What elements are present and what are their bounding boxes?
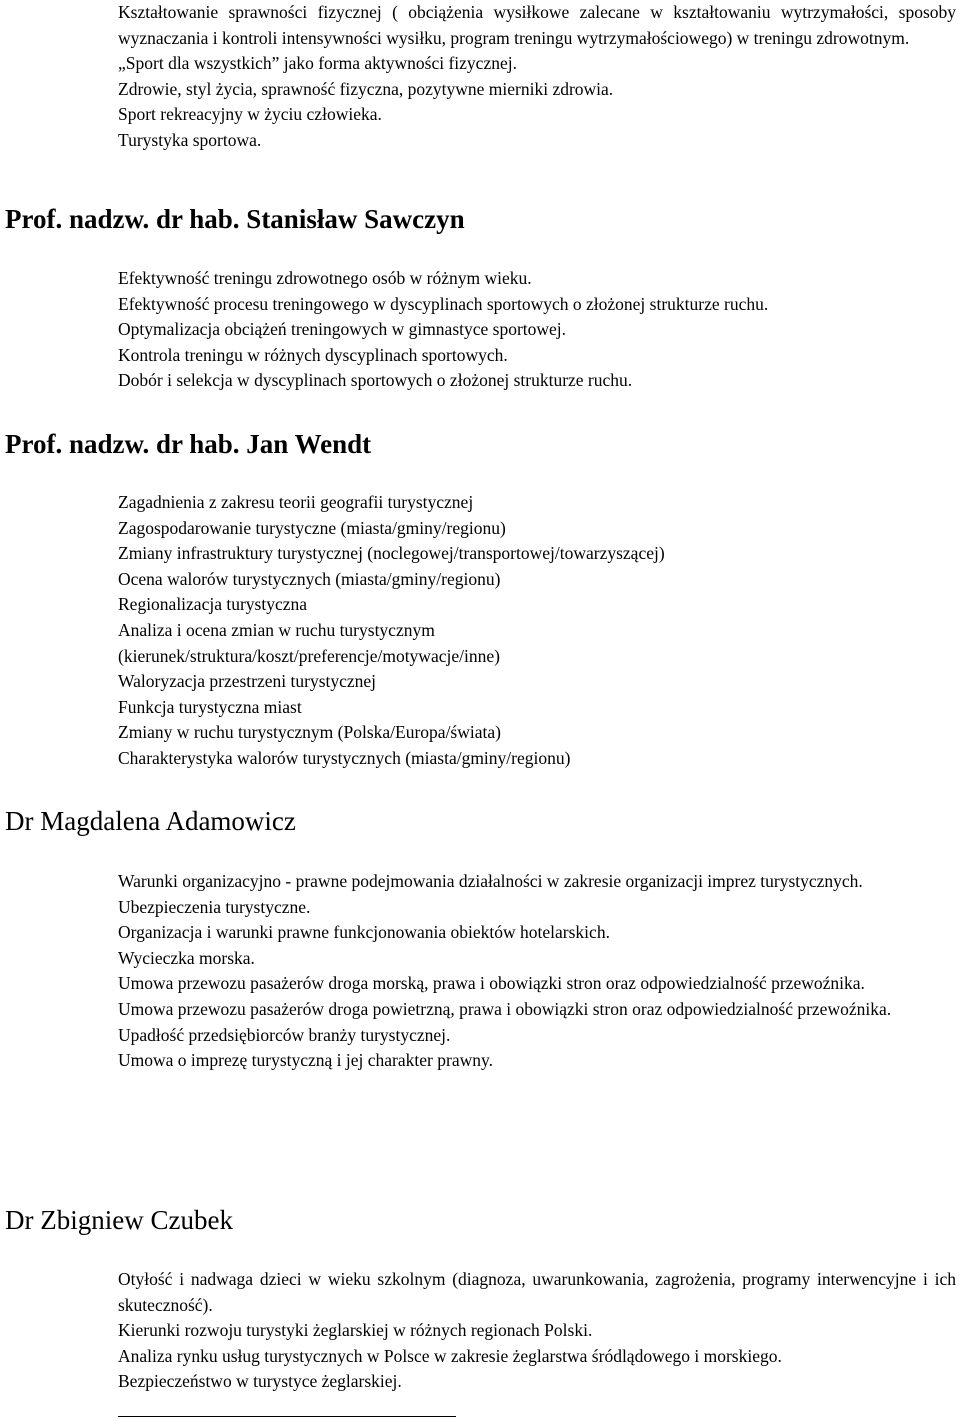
- list-item: Organizacja i warunki prawne funkcjonowania obiektów hotelarskich.: [118, 922, 610, 943]
- list-item: Turystyka sportowa.: [118, 129, 262, 150]
- list-item: Zmiany w ruchu turystycznym (Polska/Europa/świata): [118, 722, 501, 743]
- list-item: Umowa o imprezę turystyczną i jej charakter prawny.: [118, 1050, 493, 1071]
- list-item: Upadłość przedsiębiorców branży turystycznej.: [118, 1024, 451, 1045]
- supervisor-heading-czubek: Dr Zbigniew Czubek: [5, 1205, 233, 1235]
- list-item: „Sport dla wszystkich” jako forma aktywności fizycznej.: [118, 53, 517, 74]
- supervisor-heading-sawczyn: Prof. nadzw. dr hab. Stanisław Sawczyn: [5, 204, 465, 234]
- page-bottom-divider: [118, 1416, 456, 1417]
- list-item: Ubezpieczenia turystyczne.: [118, 896, 311, 917]
- list-item: Analiza rynku usług turystycznych w Polsce w zakresie żeglarstwa śródlądowego i morskiego.: [118, 1345, 782, 1366]
- list-item: Kontrola treningu w różnych dyscyplinach sportowych.: [118, 344, 508, 365]
- list-item: Regionalizacja turystyczna: [118, 594, 308, 615]
- list-item: Analiza i ocena zmian w ruchu turystycznym (kierunek/struktura/koszt/preferencje/motywacje/inne): [118, 619, 500, 666]
- list-item: Zdrowie, styl życia, sprawność fizyczna, pozytywne mierniki zdrowia.: [118, 78, 614, 99]
- list-item: Zagospodarowanie turystyczne (miasta/gminy/regionu): [118, 517, 506, 538]
- list-item: Umowa przewozu pasażerów droga morską, prawa i obowiązki stron oraz odpowiedzialność przewoźnika.: [118, 973, 865, 994]
- list-item: Otyłość i nadwaga dzieci w wieku szkolnym (diagnoza, uwarunkowania, zagrożenia, programy interwencyjne i ich skuteczność).: [118, 1269, 956, 1315]
- supervisor-heading-wendt: Prof. nadzw. dr hab. Jan Wendt: [5, 429, 372, 459]
- list-item: Umowa przewozu pasażerów droga powietrzną, prawa i obowiązki stron oraz odpowiedzialność przewoźnika.: [118, 998, 892, 1019]
- topic-list-adamowicz: [118, 869, 908, 1074]
- list-item: Kształtowanie sprawności fizycznej ( obciążenia wysiłkowe zalecane w kształtowaniu wytrzymałości, sposoby wyznaczania i kontroli intensywności wysiłku, program treningu wytrzymałościowego) w treningu zdrowotnym.: [118, 2, 956, 48]
- list-item: Zagadnienia z zakresu teorii geografii turystycznej: [118, 492, 474, 512]
- list-item: Kierunki rozwoju turystyki żeglarskiej w różnych regionach Polski.: [118, 1320, 593, 1341]
- list-item: Efektywność treningu zdrowotnego osób w różnym wieku.: [118, 268, 532, 288]
- list-item: Zmiany infrastruktury turystycznej (noclegowej/transportowej/towarzyszącej): [118, 543, 665, 564]
- list-item: Efektywność procesu treningowego w dyscyplinach sportowych o złożonej strukturze ruchu.: [118, 293, 769, 314]
- intro-topic-list: [118, 0, 956, 154]
- topic-list-sawczyn: [118, 266, 956, 394]
- topic-list-czubek: [118, 1267, 956, 1395]
- list-item: Dobór i selekcja w dyscyplinach sportowych o złożonej strukturze ruchu.: [118, 370, 633, 391]
- list-item: Sport rekreacyjny w życiu człowieka.: [118, 104, 382, 125]
- list-item: Charakterystyka walorów turystycznych (miasta/gminy/regionu): [118, 747, 571, 768]
- list-item: Waloryzacja przestrzeni turystycznej: [118, 671, 377, 692]
- topic-list-wendt: [118, 490, 665, 772]
- list-item: Warunki organizacyjno - prawne podejmowania działalności w zakresie organizacji imprez turystycznych.: [118, 871, 863, 891]
- list-item: Wycieczka morska.: [118, 947, 255, 968]
- list-item: Optymalizacja obciążeń treningowych w gimnastyce sportowej.: [118, 319, 567, 340]
- list-item: Funkcja turystyczna miast: [118, 696, 302, 717]
- list-item: Bezpieczeństwo w turystyce żeglarskiej.: [118, 1371, 402, 1392]
- list-item: Ocena walorów turystycznych (miasta/gminy/regionu): [118, 568, 501, 589]
- supervisor-heading-adamowicz: Dr Magdalena Adamowicz: [5, 806, 296, 836]
